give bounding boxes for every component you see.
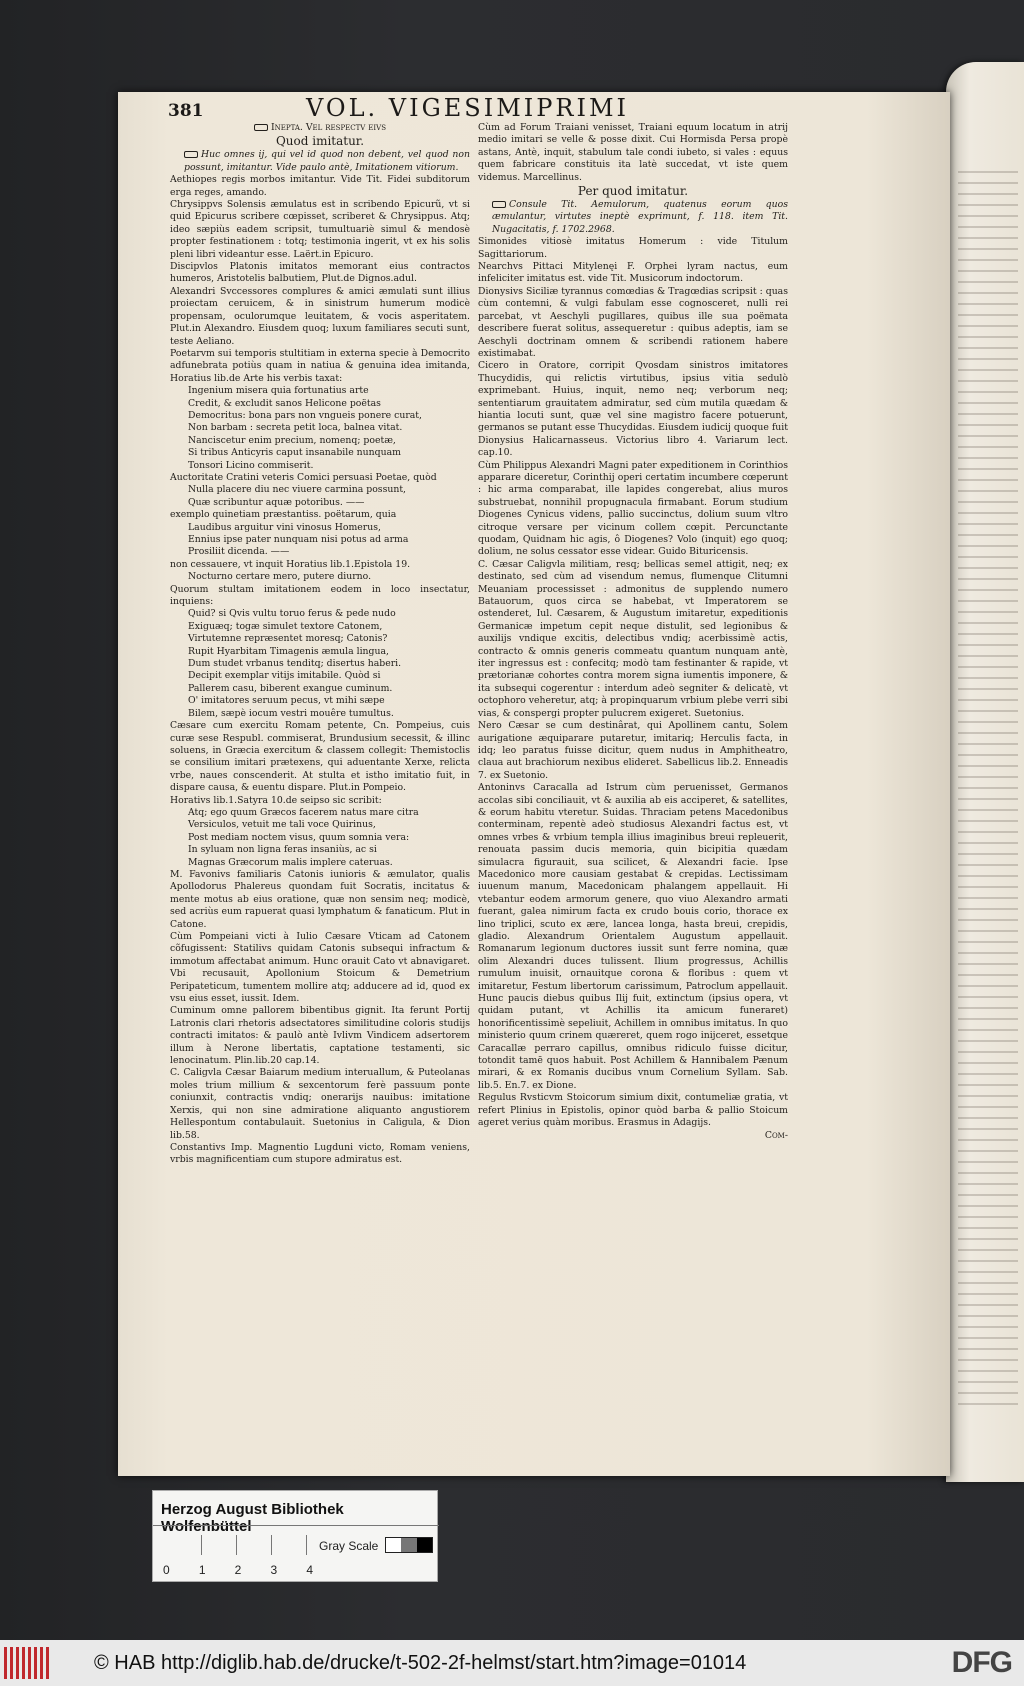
- text-paragraph: Aethiopes regis morbos imitantur. Vide Tit. Fidei subditorum erga reges, amando.: [170, 174, 470, 198]
- facing-page-edge: [946, 62, 1024, 1482]
- viewer-footer: [0, 1640, 1024, 1686]
- verse-line: Prosiliit dicenda. ——: [188, 546, 290, 558]
- section-heading: Per quod imitatur.: [577, 184, 689, 199]
- scale-number: 3: [270, 1563, 278, 1577]
- gray-swatch: [401, 1538, 416, 1552]
- scale-numbers: [163, 1563, 313, 1577]
- scale-number: 2: [234, 1563, 242, 1577]
- pointing-hand-icon: [184, 151, 198, 158]
- left-text-column: [170, 122, 470, 1167]
- verse-line: Credit, & excludit sanos Helicone poëtas: [188, 397, 381, 409]
- text-paragraph: Constantivs Imp. Magnentio Lugduni victo, Romam veniens, vrbis magnificentiam cum stupore admiratus est.: [170, 1141, 470, 1166]
- verse-line: Pallerem casu, biberent exangue cuminum.: [188, 682, 393, 694]
- verse-line: Nanciscetur enim precium, nomenq; poetæ,: [188, 434, 396, 446]
- verse-line: Nocturno certare mero, putere diurno.: [188, 571, 372, 583]
- text-paragraph: non cessauere, vt inquit Horatius lib.1.Epistola 19.: [170, 558, 411, 570]
- text-paragraph: Cùm Philippus Alexandri Magni pater expeditionem in Corinthios apparare diceretur, Corinthij operi certatim incumbere cœperunt : hic arma comparabat, ille lapides congerebat, alius muros substruebat, nonnihil propugnacula firmabant. Eorum studium Diogenes Cynicus videns, pallio succinctus, dolium suum vltro citroque versare per vicinum collem cœpit. Percunctante quodam, Quidnam hic agis, ô Diogenes? Volo (inquit) ego quoq; dolium, ne solus cessator esse videar. Guido Bituricensis.: [478, 459, 788, 558]
- verse-line: Rupit Hyarbitam Timagenis æmula lingua,: [188, 645, 389, 657]
- verse-line: Versiculos, vetuit me tali voce Quirinus,: [188, 819, 376, 831]
- verse-line: Virtutemne repræsentet moresq; Catonis?: [188, 633, 388, 645]
- dfg-logo: DFG: [951, 1646, 1012, 1679]
- text-paragraph: Inepta. Vel respectv eivs: [170, 122, 470, 134]
- verse-line: Dum studet vrbanus tenditq; disertus haberi.: [188, 658, 402, 670]
- verse-line: Post mediam noctem visus, quum somnia vera:: [188, 831, 410, 843]
- verse-line: Non barbam : secreta petit loca, balnea vitat.: [188, 422, 403, 434]
- text-paragraph: Alexandri Svccessores complures & amici æmulati sunt illius proiectam ceruicem, & in sinistrum humerum modicè propensam, oculorumque leuitatem, & vocis asperitatem. Plut.in Alexandro. Eiusdem quoq; luxum familiares secuti sunt, teste Aeliano.: [170, 285, 470, 347]
- text-paragraph: Cæsare cum exercitu Romam petente, Cn. Pompeius, cuis curæ sese Respubl. commiserat, Brundusium secessit, & illinc soluens, in Græcia exercitum & classem collegit: Themistoclis se consilium imitari prætexens, qui aduentante Xerxe, relicta vrbe, naues conscenderit. At stulta et istho imitatio fuit, in dispare causa, & euentu dispare. Plut.in Pompeio.: [170, 720, 470, 794]
- text-paragraph: Antoninvs Caracalla ad Istrum cùm peruenisset, Germanos accolas sibi conciliauit, vt & auxilia ab eis acciperet, & satellites, & eorum habitu vteretur. Suidas. Thraciam petens Macedonibus conterminam, repentè adeò studiosus Alexandri factus est, vt omnes vrbes & vrbium templa illius imaginibus breui repleuerit, renouata passim ducis memoria, quin bicipitia quædam simulacra figurauit, sua scilicet, & Alexandri facie. Ipse Macedonico more causiam gestabat & crepidas. Lectissimam iuuenum manum, Macedonicam phalangem appellauit. Hi vtebantur eodem armorum genere, quo viuo Alexandro armati fuerant, galea nimirum facta ex crudo bouis corio, thorace ex lino triplici, scuto ex ære, lancea longa, hasta breui, crepidis, gladio. Alexandrum Orientalem Augustum appellauit. Romanarum legionum ductores iussit sunt ferre nomina, quæ olim Alexandri duces tulissent. Ilium progressus, Achillis rumulum inuisit, ornauitque corona & floribus : quem vt imitaretur, Festum libertorum carissimum, Patroclum appellauit. Hunc paucis diebus quibus Ilij fuit, extinctum (ipsius opera, vt quidam putant, vt Achillis ita amicum funeraret) honorificentissimè sepeliuit, Achillem in omnibus imitatus. In quo ministerio quum crinem quæreret, quem rogo inijceret, essetque Caracallæ perraro capillus, omnibus ridiculo fuisse dicitur, totondit tamē quos habuit. Post Achillem & Hannibalem Pænum mirari, & ex Romanis ducibus vnum Cornelium Syllam. Sab. lib.5. En.7. ex Dione.: [478, 782, 788, 1091]
- pointing-hand-icon: [254, 124, 268, 131]
- verse-line: Ingenium misera quia fortunatius arte: [188, 385, 369, 397]
- library-label-card: [152, 1490, 438, 1582]
- text-paragraph: Nearchvs Pittaci Mitylenęi F. Orphei lyram nactus, eum infeliciter imitatus est. vide Tit. Musicorum indoctorum.: [478, 261, 788, 285]
- verse-line: Quæ scribuntur aquæ potoribus. ——: [188, 496, 365, 508]
- scale-number: 0: [163, 1563, 170, 1577]
- verse-line: In syluam non ligna feras insaniùs, ac si: [188, 844, 377, 856]
- gray-swatch: [417, 1538, 432, 1552]
- text-paragraph: Cùm Pompeiani victi à Iulio Cæsare Vticam ad Catonem cõfugissent: Statilivs quidam Catonis subsequi infractum & immotum affectabat animum. Hunc orauit Cato vt abnavigaret. Vbi recusauit, Apollonium Stoicum & Demetrium Peripateticum, tumentem mollire atq; adducere ad id, quod ex vsu eius esset, iussit. Idem.: [170, 931, 470, 1005]
- right-text-column: [478, 122, 788, 1142]
- text-paragraph: C. Caligvla Cæsar Baiarum medium interuallum, & Puteolanas moles trium millium & sexcentorum ferè passuum ponte coniunxit, contractis vndiq; onerarijs nauibus: imitatione Xerxis, qui non sine admiratione aliquanto angustiorem Hellespontum contabulauit. Suetonius in Caligula, & Dion lib.58.: [170, 1067, 470, 1141]
- text-paragraph: Poetarvm sui temporis stultitiam in externa specie à Democrito adfunebrata potiùs quam in natiua & genuina idea imitanda, Horatius lib.de Arte his verbis taxat:: [170, 347, 470, 384]
- scale-number: 1: [198, 1563, 206, 1577]
- running-head: [168, 94, 828, 120]
- hab-logo-icon: [4, 1647, 50, 1679]
- text-paragraph: Horativs lib.1.Satyra 10.de seipso sic scribit:: [170, 794, 382, 806]
- verse-line: O' imitatores seruum pecus, vt mihi sæpe: [188, 695, 385, 707]
- footer-url-text[interactable]: © HAB http://diglib.hab.de/drucke/t-502-2f-helmst/start.htm?image=01014: [94, 1651, 747, 1674]
- verse-line: Decipit exemplar vitijs imitabile. Quòd si: [188, 670, 381, 682]
- library-name: Herzog August Bibliothek Wolfenbüttel: [161, 1501, 344, 1535]
- text-paragraph: exemplo quinetiam præstantiss. poëtarum, quia: [170, 509, 397, 521]
- running-title: VOL. VIGESIMIPRIMI: [306, 94, 630, 122]
- verse-line: Nulla placere diu nec viuere carmina possunt,: [188, 484, 407, 496]
- text-paragraph: Cicero in Oratore, corripit Qvosdam sinistros imitatores Thucydidis, qui relictis virtutibus, ipsius vitia sedulò exprimebant. Huius, inquit, nemo neq; verborum neq; sententiarum grauitatem admiratur, sed cùm mutila quædam & hiantia locuti sunt, quæ vel sine magistro facere potuerunt, germanos se putant esse Thucydidas. Eiusdem iudicij quoque fuit Dionysius Halicarnasseus. Victorius libro 4. Variarum lect. cap.10.: [478, 360, 788, 459]
- label-divider: [153, 1525, 439, 1526]
- section-heading: Quod imitatur.: [275, 134, 365, 149]
- verse-line: Laudibus arguitur vini vinosus Homerus,: [188, 521, 381, 533]
- page-number: 381: [168, 101, 204, 121]
- verse-line: Ennius ipse pater nunquam nisi potus ad arma: [188, 534, 409, 545]
- text-paragraph: Nero Cæsar se cum destinârat, qui Apollinem cantu, Solem aurigatione æquiparare putaretur, imitariq; Herculis facta, in idq; leo paratus fuisse dicitur, quem nudus in Amphitheatro, claua aut brachiorum nexibus elideret. Sabellicus lib.2. Enneadis 7. ex Suetonio.: [478, 720, 788, 781]
- verse-line: Quid? si Qvis vultu toruo ferus & pede nudo: [188, 608, 396, 620]
- text-paragraph: C. Cæsar Caligvla militiam, resq; bellicas semel attigit, neq; ex destinato, sed cùm ad visendum nemus, flumenque Clitumni Meuaniam processisset : admonitus de supplendo numero Batauorum, quos circa se habebat, vt Imperatorem se ostenderet, Iul. Cæsarem, & Augustum imitaretur, expeditionis Germanicæ impetum cepit neque distulit, sed legionibus & auxilijs vndique excitis, delectibus vndiq; acerbissimè actis, contracto & omnis generis commeatu quantum nunquam antè, iter ingressus est : confecitq; modò tam festinanter & rapide, vt prætorianæ cohortes contra morem signa iumentis imponere, & ita subsequi cogerentur : interdum adeò segniter & delicatè, vt octophoro veheretur, atq; à propinquarum vrbium plebe verri sibi vias, & conspergi propter pulucrem exigeret. Suetonius.: [478, 558, 788, 719]
- text-paragraph: Auctoritate Cratini veteris Comici persuasi Poetae, quòd: [170, 471, 437, 483]
- text-paragraph: Chrysippvs Solensis æmulatus est in scribendo Epicurũ, vt si quid Epicurus scribere cœpisset, scriberet & Chrysippus. Atq; ideo sæpiùs eadem scripsit, tumultuariè simul & mendosè propter festinationem : totq; testimonia ingerit, vt ex his solis pleni libri videantur esse. Laërt.in Epicuro.: [170, 199, 470, 260]
- text-paragraph: Regulus Rvsticvm Stoicorum simium dixit, contumeliæ gratia, vt refert Plinius in Epistolis, opinor quòd barba & pallio Stoicum ageret verius quàm moribus. Erasmus in Adagijs.: [478, 1092, 788, 1129]
- gray-swatch: [386, 1538, 401, 1552]
- verse-line: Democritus: bona pars non vngueis ponere curat,: [188, 409, 422, 421]
- text-paragraph: Consule Tit. Aemulorum, quatenus eorum quos æmulantur, virtutes ineptè exprimunt, f. 118. item Tit. Nugacitatis, f. 1702.2968.: [492, 199, 788, 235]
- catchword: Com-: [764, 1129, 788, 1141]
- verse-line: Si tribus Anticyris caput insanabile nunquam: [188, 447, 401, 459]
- text-paragraph: Simonides vitiosè imitatus Homerum : vide Titulum Sagittariorum.: [478, 236, 788, 260]
- gray-scale-swatches: [385, 1537, 433, 1553]
- gray-scale-label: Gray Scale: [319, 1539, 379, 1553]
- text-paragraph: Huc omnes ij, qui vel id quod non debent, vel quod non possunt, imitantur. Vide paulo antè, Imitationem vitiorum.: [184, 149, 470, 173]
- facing-page-text-lines: [958, 162, 1018, 1412]
- verse-line: Exiguæq; togæ simulet textore Catonem,: [188, 620, 383, 632]
- text-paragraph: Quorum stultam imitationem eodem in loco insectatur, inquiens:: [170, 583, 470, 608]
- scale-ruler: [167, 1535, 307, 1555]
- text-paragraph: Dionysivs Siciliæ tyrannus comœdias & Tragœdias scripsit : quas cùm contemni, & vulgi fabulam esse cognosceret, nulli rei parcebat, vt Aeschyli pugillares, quibus ille sua poëmata describere fuerat solitus, assequeretur : quibus adeptis, iam se Aeschyli doctrinam omnem & scribendi rationem habere existimabat.: [478, 285, 788, 359]
- pointing-hand-icon: [492, 201, 506, 208]
- text-paragraph: M. Favonivs familiaris Catonis iunioris & æmulator, qualis Apollodorus Phalereus quondam fuit Socratis, incitatus & mente motus ab eius oratione, quæ non sensim neq; modicè, sed acriùs eum rapuerat quasi lymphatum & fanaticum. Plut in Catone.: [170, 868, 470, 930]
- verse-line: Tonsori Licino commiserit.: [188, 459, 314, 471]
- text-paragraph: Discipvlos Platonis imitatos memorant eius contractos humeros, Aristotelis balbutiem, Plut.de Dignos.adul.: [170, 261, 470, 285]
- verse-line: Bilem, sæpè iocum vestri mouêre tumultus.: [188, 707, 394, 719]
- verse-line: Atq; ego quum Græcos facerem natus mare citra: [188, 806, 419, 818]
- scale-number: 4: [306, 1563, 313, 1577]
- text-paragraph: Cùm ad Forum Traiani venisset, Traiani equum locatum in atrij medio imitari se velle & posse dixit. Cui Hormisda Persa propè astans, Antè, inquit, stabulum tale condi iubeto, si vales : equus quem fabricare constituis ita latè succedat, vt iste quem videmus. Marcellinus.: [478, 122, 788, 183]
- verse-line: Magnas Græcorum malis implere cateruas.: [188, 856, 393, 868]
- text-paragraph: Cuminum omne pallorem bibentibus gignit. Ita ferunt Portij Latronis clari rhetoris adsectatores similitudine coloris studijs contracti imitatos: & paulò antè Ivlivm Vindicem adsertorem illum à Nerone libertatis, captatione testamenti, sic lenocinatum. Plin.lib.20 cap.14.: [170, 1005, 470, 1067]
